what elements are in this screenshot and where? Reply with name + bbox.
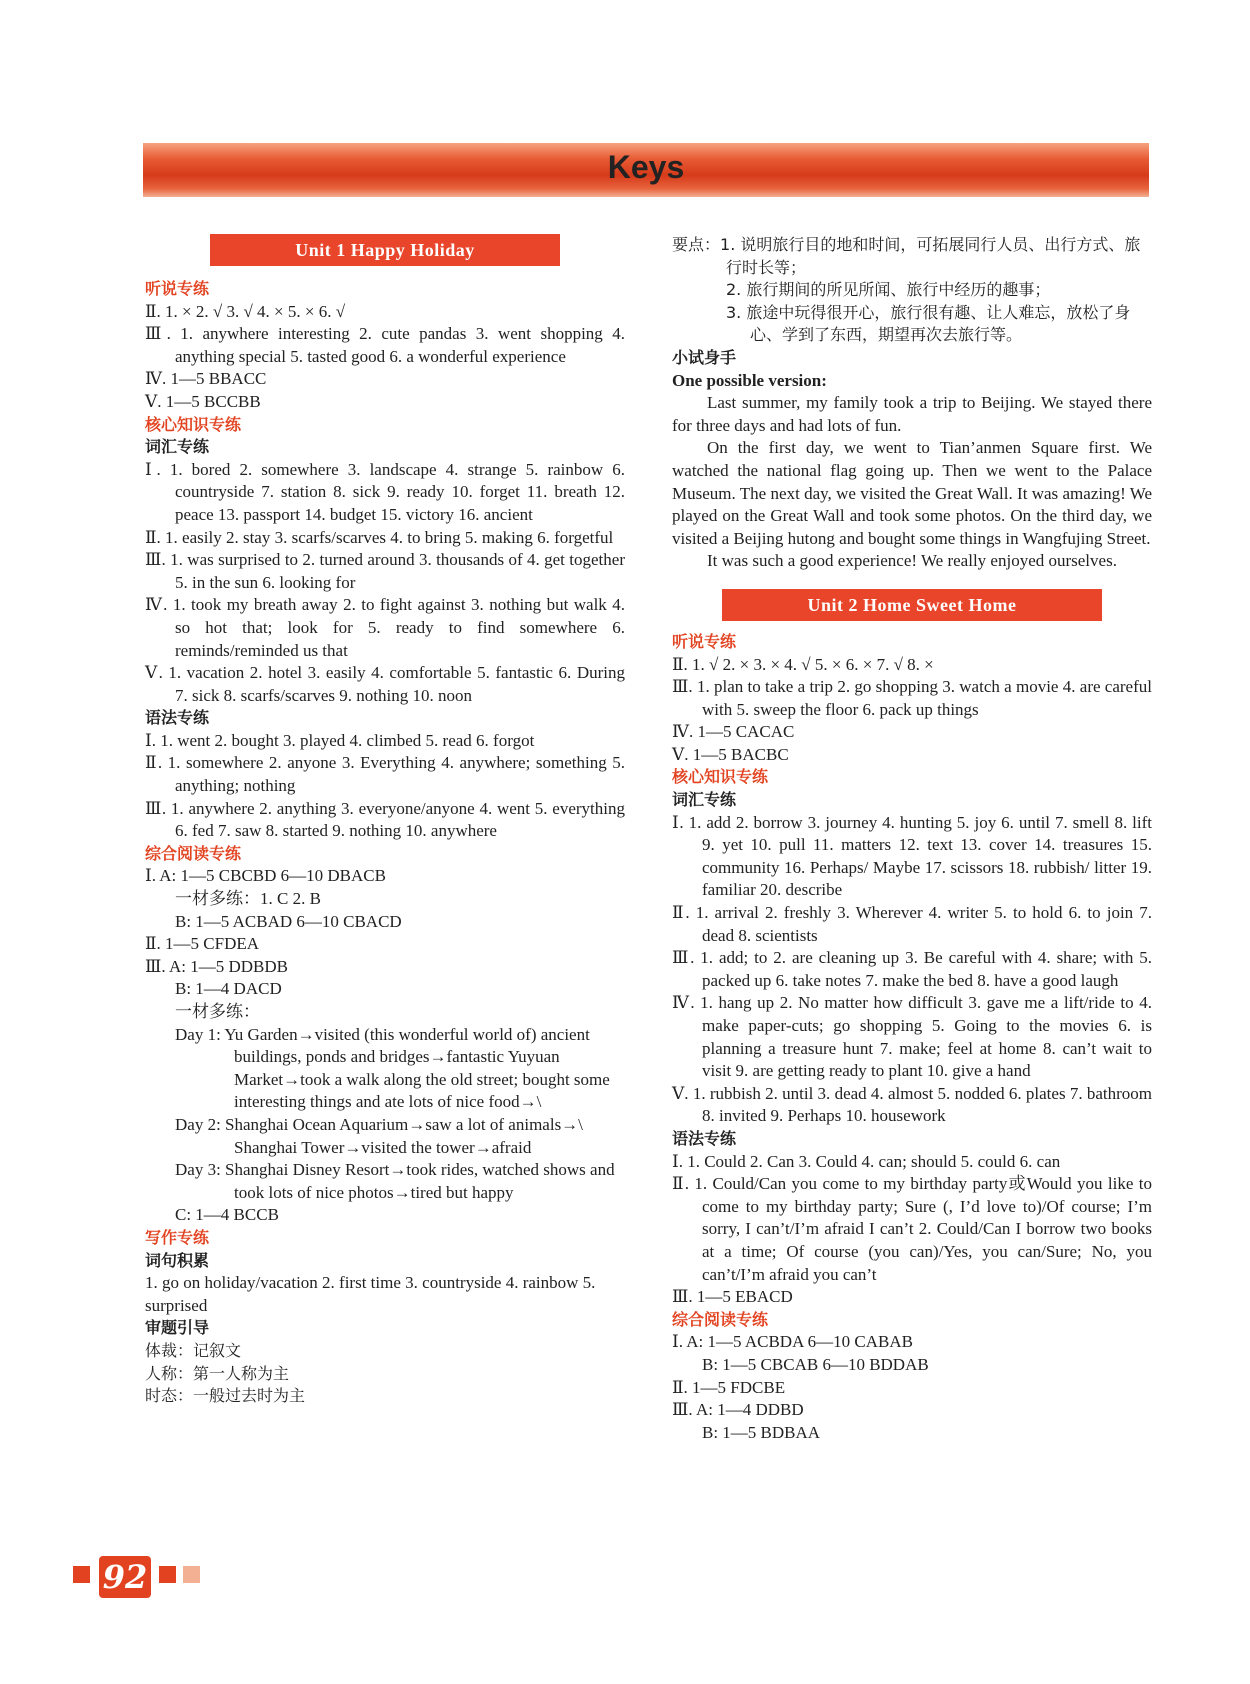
unit1-grammar-heading: 语法专练 [145, 708, 210, 728]
guide-heading: 审题引导 [145, 1318, 210, 1338]
answer-line: Ⅲ. A: 1—4 DDBD [672, 1400, 804, 1420]
unit2-reading-heading: 综合阅读专练 [672, 1309, 769, 1329]
unit1-title: Unit 1 Happy Holiday [210, 234, 560, 266]
unit1-vocab-heading: 词汇专练 [145, 437, 210, 457]
answer-line: Ⅱ. 1. × 2. √ 3. √ 4. × 5. × 6. √ [145, 301, 346, 321]
answer-line: Ⅲ. 1. plan to take a trip 2. go shopping 3. watch a movie 4. are careful with 5. sweep the floor 6. pack up things [672, 677, 1152, 719]
answer-line: Ⅳ. 1. took my breath away 2. to fight against 3. nothing but walk 4. so hot that; look for 5. ready to find somewhere 6. reminds/reminded us that [145, 595, 625, 660]
unit2-listening-heading: 听说专练 [672, 631, 737, 651]
answer-line: Ⅳ. 1—5 CACAC [672, 722, 795, 742]
unit1-reading-heading: 综合阅读专练 [145, 843, 242, 863]
answer-line: Ⅰ. 1. Could 2. Can 3. Could 4. can; should 5. could 6. can [672, 1151, 1061, 1171]
answer-line: 一材多练：1. C 2. B [175, 889, 321, 909]
answer-line: Ⅱ. 1. Could/Can you come to my birthday party或Would you like to come to my birthday party; Sure (, I’d love to)/Of course; I’m sorry, I can’t/I’m afraid I can’t 2. Could/Can I borrow two books at a time; Of course (you can)/Yes, you can/Sure; No, you can’t/I’m afraid you can’t [672, 1174, 1152, 1284]
answer-line: Ⅲ. 1. was surprised to 2. turned around 3. thousands of 4. get together 5. in the sun 6. looking for [145, 550, 625, 592]
answer-line: Ⅴ. 1. rubbish 2. until 3. dead 4. almost 5. nodded 6. plates 7. bathroom 8. invited 9. Perhaps 10. housework [672, 1083, 1152, 1126]
key-point: 3. 旅途中玩得很开心，旅行很有趣、让人难忘，放松了身心、学到了东西，期望再次去旅行等。 [726, 302, 1131, 345]
genre-line: 体裁：记叙文 [145, 1340, 242, 1360]
answer-line: B: 1—5 CBCAB 6—10 BDDAB [702, 1354, 929, 1374]
person-line: 人称：第一人称为主 [145, 1363, 290, 1383]
answer-line: C: 1—4 BCCB [175, 1205, 279, 1225]
phrase-heading: 词句积累 [145, 1250, 210, 1270]
answer-line: Ⅱ. 1. easily 2. stay 3. scarfs/scarves 4. to bring 5. making 6. forgetful [145, 527, 614, 547]
answer-line: Ⅲ. 1. anywhere interesting 2. cute pandas 3. went shopping 4. anything special 5. tasted good 6. a wonderful experience [145, 324, 625, 366]
version-heading: One possible version: [672, 370, 827, 390]
answer-line: Ⅱ. 1. arrival 2. freshly 3. Wherever 4. writer 5. to hold 6. to join 7. dead 8. scientists [672, 903, 1152, 945]
answer-line: Ⅴ. 1—5 BACBC [672, 744, 789, 764]
answer-line: Ⅲ. 1. add; to 2. are cleaning up 3. Be careful with 4. share; with 5. packed up 6. take notes 7. make the bed 8. have a good laugh [672, 948, 1152, 990]
answer-line: Ⅱ. 1—5 CFDEA [145, 934, 260, 954]
key-point: 2. 旅行期间的所见所闻、旅行中经历的趣事； [726, 280, 1051, 300]
unit1-writing-heading: 写作专练 [145, 1227, 210, 1247]
answer-line: 一材多练： [175, 1002, 260, 1021]
day-line: Day 2: Shanghai Ocean Aquarium→saw a lot of animals→\ Shanghai Tower→visited the tower→afraid [175, 1114, 583, 1157]
day-line: Day 1: Yu Garden→visited (this wonderful world of) ancient buildings, ponds and bridges→fantastic Yuyuan Market→took a walk along the old street; bought some interesting things and ate lots of nice food→\ [175, 1024, 610, 1112]
answer-line: Ⅲ. 1—5 EBACD [672, 1287, 793, 1307]
answer-line: Ⅰ. A: 1—5 ACBDA 6—10 CABAB [672, 1332, 913, 1352]
left-column [145, 234, 625, 1408]
answer-line: Ⅳ. 1. hang up 2. No matter how difficult 3. gave me a lift/ride to 4. make paper-cuts; go shopping 5. Going to the movies 6. is planning a treasure hunt 7. make; feel at home 8. can’t wait to visit 9. are getting ready to plant 10. give a hand [672, 993, 1152, 1081]
answer-line: Ⅰ. 1. add 2. borrow 3. journey 4. hunting 5. joy 6. until 7. smell 8. lift 9. yet 10. pull 11. matters 12. text 13. cover 14. treasures 15. community 16. Perhaps/ Maybe 17. scissors 18. rubbish/ litter 19. familiar 20. describe [672, 812, 1152, 900]
unit2-vocab-heading: 词汇专练 [672, 790, 737, 810]
answer-line: Ⅱ. 1. somewhere 2. anyone 3. Everything 4. anywhere; something 5. anything; nothing [145, 753, 625, 796]
try-heading: 小试身手 [672, 347, 737, 367]
answer-line: Ⅴ. 1—5 BCCBB [145, 391, 261, 411]
essay-paragraph: On the first day, we went to Tian’anmen Square first. We watched the national flag going up. Then we went to the Palace Museum. The next day, we visited the Great Wall. It was amazing! We played on the Great Wall and took some photos. On the third day, we visited a Beijing hutong and bought some things in Wangfujing Street. [672, 438, 1152, 548]
right-column [672, 234, 1152, 1444]
answer-line: B: 1—5 BDBAA [702, 1422, 821, 1442]
tense-line: 时态：一般过去时为主 [145, 1386, 306, 1406]
footer-square-icon [73, 1566, 90, 1583]
answer-line: B: 1—4 DACD [175, 979, 282, 999]
answer-line: Ⅰ. 1. went 2. bought 3. played 4. climbed 5. read 6. forgot [145, 730, 535, 750]
answer-line: Ⅱ. 1—5 FDCBE [672, 1377, 786, 1397]
answer-line: Ⅰ. A: 1—5 CBCBD 6—10 DBACB [145, 866, 386, 886]
essay-paragraph: Last summer, my family took a trip to Beijing. We stayed there for three days and had lots of fun. [672, 393, 1152, 435]
keys-banner [143, 143, 1149, 197]
footer-square-icon [159, 1566, 176, 1583]
points-label: 要点： [672, 235, 721, 254]
answer-line: Ⅲ. 1. anywhere 2. anything 3. everyone/anyone 4. went 5. everything 6. fed 7. saw 8. started 9. nothing 10. anywhere [145, 798, 625, 841]
page-title: Keys [607, 149, 685, 185]
unit2-core-heading: 核心知识专练 [672, 767, 769, 787]
footer-square-icon [183, 1566, 200, 1583]
answer-line: Ⅴ. 1. vacation 2. hotel 3. easily 4. comfortable 5. fantastic 6. During 7. sick 8. scarfs/scarves 9. nothing 10. noon [145, 663, 625, 705]
essay-paragraph: It was such a good experience! We really enjoyed ourselves. [707, 551, 1117, 571]
unit2-title: Unit 2 Home Sweet Home [722, 589, 1102, 621]
day-line: Day 3: Shanghai Disney Resort→took rides, watched shows and took lots of nice photos→tired but happy [175, 1160, 615, 1202]
key-point-text: 1. 说明旅行目的地和时间，可拓展同行人员、出行方式、旅行时长等； [720, 235, 1141, 277]
answer-line: Ⅳ. 1—5 BBACC [145, 369, 267, 389]
answer-line: 1. go on holiday/vacation 2. first time 3. countryside 4. rainbow 5. surprised [145, 1273, 596, 1315]
answer-line: Ⅱ. 1. √ 2. × 3. × 4. √ 5. × 6. × 7. √ 8. × [672, 654, 934, 674]
unit2-grammar-heading: 语法专练 [672, 1128, 737, 1148]
answer-line: B: 1—5 ACBAD 6—10 CBACD [175, 911, 402, 931]
page-number: 92 [102, 1558, 148, 1596]
unit1-core-heading: 核心知识专练 [145, 414, 242, 434]
answer-line: Ⅲ. A: 1—5 DDBDB [145, 956, 288, 976]
key-point [672, 234, 1152, 279]
answer-line: Ⅰ. 1. bored 2. somewhere 3. landscape 4. strange 5. rainbow 6. countryside 7. station 8. sick 9. ready 10. forget 11. breath 12. peace 13. passport 14. budget 15. victory 16. ancient [145, 459, 625, 524]
unit1-listening-heading: 听说专练 [145, 279, 210, 298]
